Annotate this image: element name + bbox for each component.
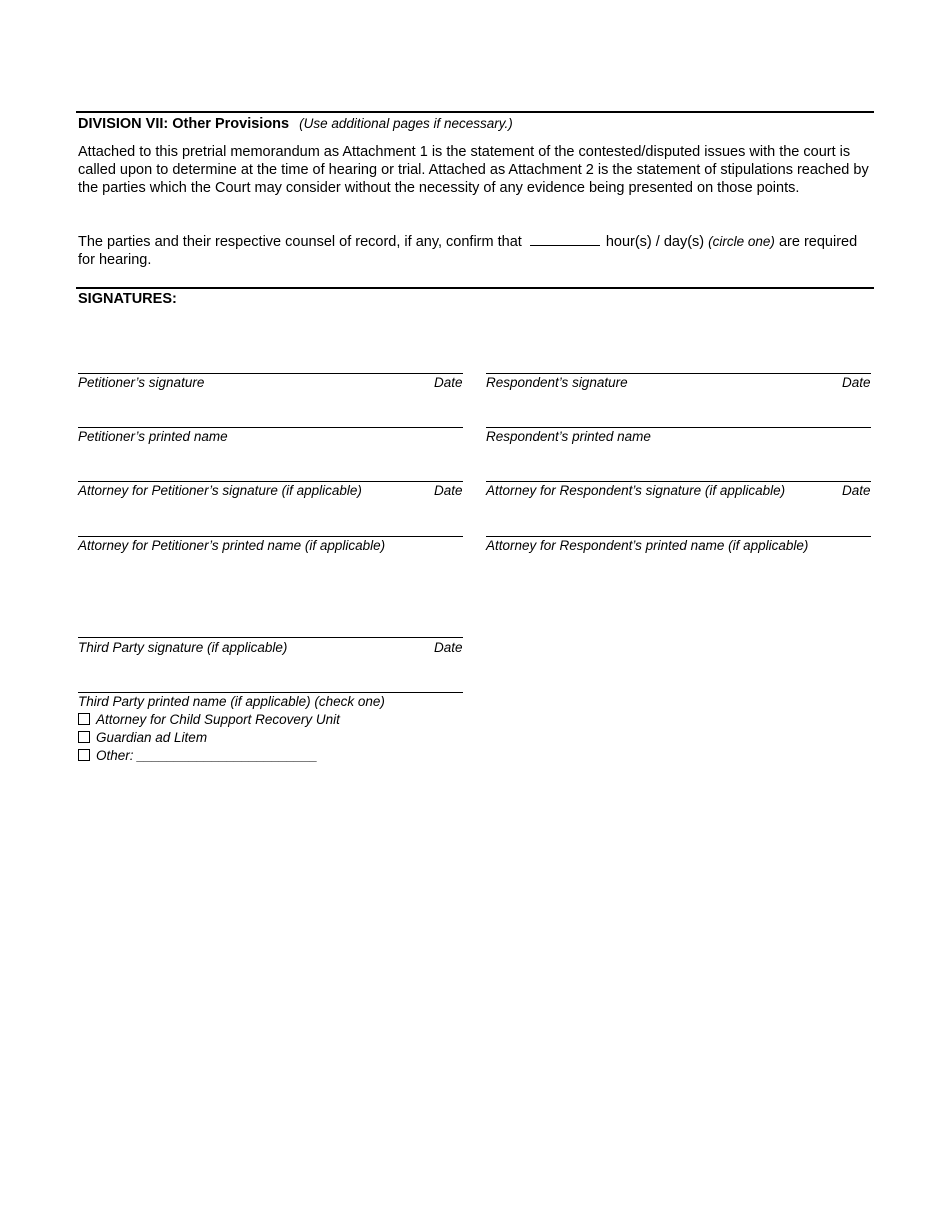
atty-petitioner-printed-line[interactable] — [78, 536, 463, 537]
hearing-units: hour(s) / day(s) — [605, 234, 705, 250]
signatures-divider — [76, 287, 874, 289]
atty-petitioner-signature-line[interactable] — [78, 481, 463, 482]
signatures-heading: SIGNATURES: — [78, 291, 177, 307]
option-other — [78, 748, 317, 763]
atty-petitioner-date-label: Date — [434, 483, 463, 498]
checkbox-other[interactable] — [78, 749, 90, 761]
checkbox-child-support[interactable] — [78, 713, 90, 725]
respondent-printed-label: Respondent’s printed name — [486, 429, 651, 444]
third-party-date-label: Date — [434, 640, 463, 655]
atty-respondent-printed-label: Attorney for Respondent’s printed name (if applicable) — [486, 538, 809, 553]
atty-respondent-date-label: Date — [842, 483, 871, 498]
atty-respondent-signature-line[interactable] — [486, 481, 871, 482]
hearing-prefix: The parties and their respective counsel of record, if any, confirm that — [78, 234, 522, 250]
petitioner-printed-label: Petitioner’s printed name — [78, 429, 228, 444]
third-party-signature-line[interactable] — [78, 637, 463, 638]
respondent-date-label: Date — [842, 375, 871, 390]
atty-respondent-signature-label: Attorney for Respondent’s signature (if applicable) — [486, 483, 786, 498]
division-note: (Use additional pages if necessary.) — [299, 116, 513, 131]
option-guardian — [78, 730, 207, 745]
attachment-paragraph: Attached to this pretrial memorandum as Attachment 1 is the statement of the contested/disputed issues with the court is called upon to determine at the time of hearing or trial. Attached as Attachment 2 is the statement of stipulations reached by the parties which the Court may consider without the necessity of any evidence being presented on those points. — [78, 144, 869, 196]
option-other-label: Other: ________________________ — [96, 748, 318, 763]
top-divider — [76, 111, 874, 113]
option-child-support-label: Attorney for Child Support Recovery Unit — [96, 712, 340, 727]
atty-petitioner-printed-label: Attorney for Petitioner’s printed name (if applicable) — [78, 538, 386, 553]
respondent-signature-label: Respondent’s signature — [486, 375, 628, 390]
checkbox-guardian[interactable] — [78, 731, 90, 743]
division-heading — [78, 116, 513, 132]
atty-petitioner-signature-label: Attorney for Petitioner’s signature (if applicable) — [78, 483, 362, 498]
hearing-suffix: are required for hearing. — [78, 234, 858, 268]
atty-respondent-printed-line[interactable] — [486, 536, 871, 537]
petitioner-signature-label: Petitioner’s signature — [78, 375, 205, 390]
respondent-printed-line[interactable] — [486, 427, 871, 428]
division-title: DIVISION VII: Other Provisions — [78, 116, 290, 132]
third-party-signature-label: Third Party signature (if applicable) — [78, 640, 288, 655]
petitioner-signature-line[interactable] — [78, 373, 463, 374]
third-party-printed-label: Third Party printed name (if applicable) (check one) — [78, 694, 385, 709]
respondent-signature-line[interactable] — [486, 373, 871, 374]
option-guardian-label: Guardian ad Litem — [96, 730, 208, 745]
third-party-printed-line[interactable] — [78, 692, 463, 693]
hearing-circle-note: (circle one) — [708, 234, 775, 249]
hearing-paragraph — [78, 233, 870, 270]
petitioner-printed-line[interactable] — [78, 427, 463, 428]
option-child-support — [78, 712, 340, 727]
petitioner-date-label: Date — [434, 375, 463, 390]
hearing-duration-blank[interactable] — [530, 233, 600, 246]
